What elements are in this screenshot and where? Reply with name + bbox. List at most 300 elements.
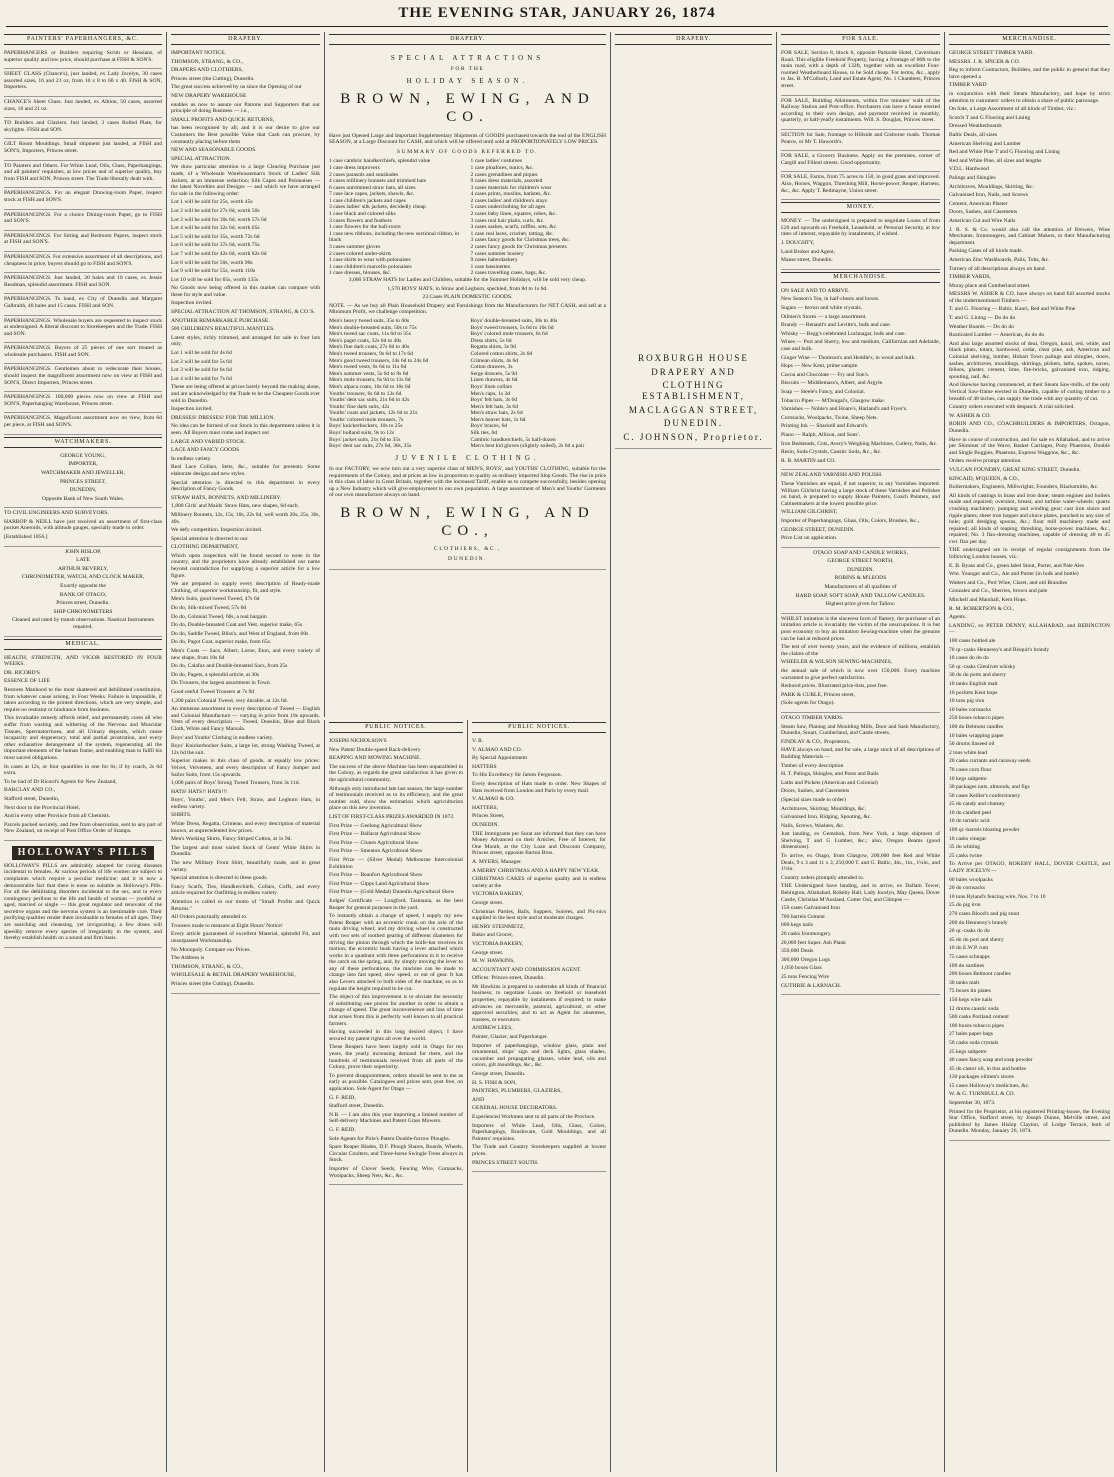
text-line: GEORGE STREET, DUNEDIN.	[781, 526, 855, 533]
classified-ad	[4, 316, 162, 344]
text-line: Just landing, ex Gemsbok, from New York, a large shipment of Shelving, T and G Lumber, &c.; also, Oregon Beams (good dimensions).	[781, 831, 940, 851]
text-line: Men's tweed trousers, 9s 6d to 17s 6d	[329, 350, 413, 357]
text-line: 50 drums linseed oil	[949, 741, 995, 748]
text-line: Men's best kid gloves (slightly soiled), 2s 6d a pair	[470, 443, 585, 450]
text-line: On Sale, a Large Assortment of all kinds of Timber, viz.:	[949, 106, 1076, 113]
text-line: 3 cases ladies' silk jackets, decidedly cheap	[329, 204, 426, 211]
text-line: 10 pockets Kent hops	[949, 689, 998, 696]
text-line: V. ALMAO & CO.	[472, 796, 515, 803]
text-line: 9 cases dress materials, assorted	[470, 178, 543, 185]
text-line: T. and G. Flooring — Baltic, Kauri, Red and White Pine	[949, 306, 1076, 313]
text-line: 10 do tartaric acid	[949, 818, 990, 825]
text-line: First Prize — (Gold Medal) Dunedin Agricultural Show	[329, 889, 455, 896]
classified-ad	[4, 118, 162, 139]
text-line: LACE AND FANCY GOODS	[171, 447, 240, 454]
text-line: Galvanised Iron, Ridging, Spouting, &c.	[781, 814, 872, 821]
text-line: Boys', Youths', and Men's Felt, Straw, and Leghorn Hats, in endless variety.	[171, 797, 320, 810]
text-line: 2 cases fancy goods for Christmas presents	[470, 244, 567, 251]
classified-ad	[4, 161, 162, 189]
text-line: CHRISTMAS CAKES of superior quality and in endless variety at the	[472, 876, 606, 889]
text-line: V. ALMAO AND CO.	[472, 746, 523, 753]
classified-ad	[4, 294, 162, 315]
text-line: 100 cases bottled ale	[949, 638, 996, 645]
text-line: Packing Cases of all kinds made.	[949, 248, 1023, 255]
domestic-goods: 23 Cases PLAIN DOMESTIC GOODS.	[422, 294, 513, 301]
text-line: 20,000 feet Super. Ash Plank	[781, 939, 846, 946]
text-line: 30 do do ports and sherry	[949, 672, 1007, 679]
text-line: Lot 3 will be sold for 30s 6d, worth 57s 6d	[171, 216, 267, 223]
summary-heading: SUMMARY OF GOODS REFERRED TO.	[396, 148, 539, 155]
text-line: Men's mole trousers, 6s 9d to 11s 6d	[329, 377, 411, 384]
text-line: Offices: Princes street, Dunedin.	[472, 975, 545, 982]
text-line: Inspection invited.	[171, 406, 213, 413]
text-line: 10 tons pig iron	[949, 698, 985, 705]
juvenile-text: In our FACTORY, we now turn out a very superior class of MEN'S, BOYS', and YOUTHS' CLOTHING, suitable for the requirements of the Colony, and at prices as low in proportion to quality as ordinary imported Slop Goods. The rise in price in this class of labor in Great Britain, together with the increased Tariff, enable us to compete successfully, besides opening up a New Industry which will give employment to our own population. A large assortment of Men's and Youths' Garments of our own manufacture always on hand.	[329, 466, 606, 499]
nz-varnish-ad	[781, 470, 940, 547]
text-line: 130 packages oilmen's stores	[949, 1074, 1014, 1081]
ad-text: PAPERHANGINGS. Gentlemen about to redecorate their houses, should inspect the magnificent assortment now on view at FISH and SON'S, Direct Importers, Princes street.	[4, 366, 162, 386]
text-line: George street.	[472, 899, 504, 906]
classified-ad	[4, 343, 162, 364]
text-line: GEORGE STREET NORTH,	[827, 558, 894, 565]
text-line: Men's Working Shirts, Fancy Striped Cotton, at 1s 9d.	[171, 836, 292, 843]
text-line: WHEELER & WILSON SEWING-MACHINES,	[781, 659, 893, 666]
text-line: 100 boxes tobacco pipes	[949, 1022, 1004, 1029]
text-line: 9 cases haberdashery	[470, 257, 518, 264]
classified-ad	[4, 97, 162, 118]
masthead	[0, 0, 1114, 28]
merchandise-ads	[949, 48, 1110, 1141]
text-line: Serge drawers, 5s 9d	[470, 370, 518, 377]
text-line: Having succeeded in this long desired object, I have secured my patent rights all over the world.	[329, 1029, 463, 1042]
text-line: A MERRY CHRISTMAS AND A HAPPY NEW YEAR.	[472, 867, 600, 874]
text-line: To prevent disappointment, orders should be sent to me as early as possible. Catalogues and prices sent, post free, on application. Sole Agent for Otago —	[329, 1072, 463, 1092]
text-line: First Prize — Clunes Agricultural Show	[329, 839, 419, 846]
text-line: ANOTHER REMARKABLE PURCHASE.	[171, 317, 270, 324]
text-line: 700 barrels Cement	[781, 913, 825, 920]
text-line: 1 case pinafores, tunics, &c.	[470, 164, 534, 171]
text-line: First Prize — Ballarat Agricultural Show	[329, 831, 421, 838]
text-line: 150 kegs wire nails	[949, 996, 993, 1003]
text-line: 1 case children's jackets and capes	[329, 197, 406, 204]
section-heading: PAINTERS' PAPERHANGERS, &C.	[4, 34, 162, 45]
text-line: 1 case cambric handkerchiefs, splendid value	[329, 158, 431, 165]
text-line: Men's Coats — Sacs, Albert, Lorne, Eton, and every variety of new shape, from 10s 6d	[171, 648, 320, 661]
paperhanger-ads	[4, 48, 162, 435]
classified-ad	[4, 231, 162, 252]
text-line: Tobacco Pipes — M'Dougal's, Glasgow make.	[781, 397, 886, 404]
text-line: Trousers made to measure at Eight Hours' Notice!	[171, 922, 283, 929]
text-line: J. DOUGHTY,	[781, 240, 815, 247]
ad-text: PAPERHANGINGS. Buyers of 25 pieces of one sort treated as wholesale purchasers. FISH and SON.	[4, 345, 162, 358]
text-line: JOHN HISLOP,	[64, 548, 102, 555]
text-line: Ginger Wine — Thomson's and Heddle's, in wood and bulk.	[781, 354, 916, 361]
text-line: Wm. Younger and Co., Ale and Porter (in bulk and bottle)	[949, 571, 1079, 578]
text-line: By Special Appointment	[472, 755, 528, 762]
text-line: To instantly obtain a change of speed, I supply my new Patent Reaper with an eccentric trunk on the axle of the main driving wheel; and my driving wheel is constructed with two sets of toothed gearing of different diameters for driving the pinion through which the knife-bar receives its motion; the eccentric bush having a lever attached which works in a quadrant with three perforations in it to receive the catch on the spring, and, by simply moving the lever to any of these perforations, the machine can be made to change into fast speed, slow speed, or out of gear. It has also Levers attached to both sides of the machine, so as to regulate the height required to be cut.	[329, 913, 463, 992]
text-line: SHIP CHRONOMETERS	[53, 608, 113, 615]
text-line: 1,200 pairs Colonial Tweed, very durable, at 12s 6d.	[171, 697, 288, 704]
column-6	[776, 32, 944, 1472]
text-line: First Prize — Smeaton Agricultural Show	[329, 848, 423, 855]
text-line: Spare Reaper Blades, D.F. Plough Shares, Boards, Wheels, Circular Coulters, and Three-horse Swingle Trees always in Stock.	[329, 1144, 463, 1164]
text-line: T. and G. Lining — Do do do	[949, 315, 1016, 322]
text-line: To Arrive per OTAGO, ROKEBY HALL, DOVER CASTLE, and LADY JOCELYN —	[949, 861, 1110, 875]
text-line: 250 boxes tobacco pipes	[949, 715, 1004, 722]
text-line: 7 cases summer hosiery	[470, 250, 524, 257]
text-line: We draw particular attention to a large Clearing Purchase just made, of a Wholesale Warehouseman's Stock of Ladies' Silk Jackets, at an immense reduction; Silk Capes and Polonaises — the latest Novelties and Designs — and which we have arranged for sale in the following order:	[171, 164, 320, 197]
text-line: Lot 3 will be sold for 6s 6d	[171, 367, 232, 374]
text-line: New Patent Double-speed Back-delivery	[329, 746, 421, 753]
text-line: ON SALE AND TO ARRIVE.	[781, 287, 850, 294]
text-line: N.B. — I am also this year importing a limited number of Self-delivery Machines and Patent Grass Mowers.	[329, 1111, 463, 1125]
text-line: Importer of paperhangings, window glass, plain and ornamental, ships' sign and deck lights, glass shades, cucumber and propagating glasses, white lead, oils and colors, gilt mouldings, &c., &c.	[472, 1042, 606, 1069]
juvenile-heading: JUVENILE CLOTHING.	[395, 453, 540, 462]
text-line: Dress shirts, 5s 6d	[470, 337, 512, 344]
text-line: 100 do Belmont candles	[949, 723, 1004, 730]
text-line: Boys' knickerbockers, 10s to 25s	[329, 423, 403, 430]
section-heading: DRAPERY.	[615, 34, 772, 45]
text-line: WILLIAM GILCHRIST,	[781, 509, 838, 516]
text-line: WHILST imitation is the sincerest form of flattery, the purchaser of an imitation article is invariably the victim of the unscrupulous. It is but poor economy to buy an imitation Sewing-machine when the genuine can be had at reduced prices.	[781, 615, 940, 642]
text-line: Watters and Co., Port Wine, Claret, and old Brandies	[949, 579, 1068, 586]
ad-text: FOR SALE, Section 8, block 6, opposite Parkside Hotel, Caversham Road. This eligible Freehold Property, having a frontage of 66ft to the main road, with a depth of 132ft, together with an excellent Four-roomed Weatherboard House, to be Sold cheap. For terms, &c., apply to Jas. B. M'Culloch, Land and Estate Agent, No. 1 Chambers, Princes street.	[781, 50, 940, 90]
text-line: PRINCES STREET,	[60, 478, 106, 485]
text-line: CLOTHING ESTABLISHMENT,	[642, 380, 745, 401]
text-line: Lot 1 will be sold for 4s 6d	[171, 350, 232, 357]
text-line: HATS! HATS!! HATS!!!	[171, 788, 227, 795]
text-line: 1 case new ribbons, including the new sectional ribbon, in black	[329, 230, 460, 244]
text-line: September 30, 1873.	[949, 1100, 996, 1107]
text-line: Scotch T and G Flooring and Lining	[949, 114, 1031, 121]
column-2	[166, 32, 324, 1472]
ad-text: PAPERHANGINGS. For a choice Dining-room Paper, go to FISH and SON'S.	[4, 211, 162, 225]
firm-name-footer: BROWN, EWING, AND CO.,	[340, 505, 595, 539]
clothiers: CLOTHIERS, &C.,	[434, 546, 501, 553]
text-line: 5 cases underclothing for all ages	[470, 204, 546, 211]
text-line: No Goods now being offered in this market can compare with these for style and value.	[171, 285, 320, 298]
text-line: 6 cases untrimmed straw hats, all sizes	[329, 184, 416, 191]
text-line: Boys' tweed trousers, 5s 6d to 10s 6d	[470, 324, 554, 331]
text-line: DRESSES! DRESSES! FOR THE MILLION.	[171, 414, 275, 421]
text-line: 1 case flowers for the ball-room	[329, 224, 401, 231]
classified-ad	[781, 96, 940, 130]
text-line: Varnishes — Noble's and Hoare's, Harland's and Fryer's.	[781, 406, 908, 413]
text-line: HATTERS,	[472, 804, 498, 811]
classified-ad	[4, 413, 162, 434]
classified-ad	[781, 172, 940, 200]
text-line: Reduced prices. Illustrated price-lists, post free.	[781, 683, 888, 690]
text-line: 150 cases Galvanised Iron	[781, 905, 840, 912]
masthead-title: THE EVENING STAR, JANUARY 26, 1874	[398, 5, 716, 21]
text-line: Regatta shirts, 3s 9d	[470, 344, 516, 351]
text-line: 10 bales cornsacks	[949, 706, 991, 713]
section-heading: DRAPERY.	[329, 34, 606, 45]
text-line: Although only introduced late last season, the large number of testimonials received as to its efficiency, and the great number sold, show the estimation which agriculturists place on this new invention.	[329, 785, 463, 812]
text-line: Oilmen's Stores — a large assortment.	[781, 313, 867, 320]
text-line: A. MYERS, Manager.	[472, 858, 522, 865]
section-heading: MERCHANDISE.	[949, 34, 1110, 45]
text-line: Youths' coats and jackets, 12s 6d to 21s	[329, 410, 418, 417]
sewing-machine-ad	[781, 614, 940, 713]
text-line: Youths' dent sac suits, 21s 6d to 42s	[329, 397, 410, 404]
text-line: The object of this improvement is to obviate the necessity of substituting one pinion for another in order to obtain a change of speed. The great inconvenience and loss of time that arises from this is perfectly well known to all practical farmers.	[329, 994, 463, 1027]
text-line: 15 cases Holloway's medicines, &c.	[949, 1082, 1030, 1089]
text-line: 1 case dresses, blouses, &c.	[329, 270, 391, 277]
text-line: Agents.	[949, 614, 967, 621]
text-line: Boys' colored mole trousers, 6s 6d	[470, 331, 548, 338]
text-line: TIMBER YARD	[949, 82, 987, 89]
text-line: ESSENCE OF LIFE	[4, 678, 50, 685]
text-line: Men's beaver hats, 1s 6d	[470, 416, 526, 423]
text-line: Nails, Screws, Washers, &c.	[781, 822, 845, 829]
text-line: ROBINS & M'LEODS	[834, 575, 887, 582]
text-line: Mitchell and Marshall, Kent Hops.	[949, 597, 1027, 604]
text-line: Experienced Workmen sent to all parts of the Province.	[472, 1113, 596, 1120]
column-5	[610, 32, 776, 1472]
text-line: DUNEDIN,	[69, 487, 97, 494]
text-line: Cornsacks, Woolpacks, Twine, Sheep Nets.	[781, 414, 878, 421]
text-line: The test of over twenty years, and the evidence of millions, establish the claims of the	[781, 644, 940, 657]
text-line: SHIRTS.	[171, 812, 192, 819]
text-line: And likewise having commenced, at their Steam Saw-mills, of the only Vertical Saw-frame erected in Dunedin, capable of cutting timber to a breadth of 48 inches, can supply the trade with any quantity of cut.	[949, 382, 1110, 402]
text-line: Men's alpaca coats, 16s 6d to 16s 6d	[329, 383, 411, 390]
text-line: BARCLAY AND CO.,	[4, 787, 56, 794]
text-line: These are being offered at prices barely beyond the making alone, and are acknowledged by the Trade to be the Cheapest Goods ever sold in Dunedin.	[171, 384, 320, 404]
text-line: No idea can be formed of our Stock in this department unless it is seen. All Buyers must come and inspect our	[171, 423, 320, 436]
text-line: LANDING, ex PETER DENNY, ALLAHABAD, and BEBINGTON —	[949, 622, 1110, 636]
text-line: Every description of Hats made to order. New Shapes of Hats received from London and Paris by every mail.	[472, 781, 606, 794]
text-line: MESSRS. J. R. SPICER & CO.	[949, 58, 1021, 65]
text-line: Men's straw hats, 2s 6d	[470, 410, 523, 417]
text-line: 4 cases prints, muslins, batistes, &c.	[470, 191, 552, 198]
text-line: WATCHMAKER AND JEWELLER,	[41, 469, 125, 476]
text-line: To be had of Dr Ricord's Agents for New Zealand,	[4, 778, 117, 785]
text-line: M. W. HAWKINS,	[472, 958, 515, 965]
text-line: Moray place and Cumberland street.	[949, 282, 1031, 289]
text-line: Every article guaranteed of excellent Material, splendid Fit, and unsurpassed Workmanship.	[171, 931, 320, 944]
ad-text: PAPERHANGINGS. Magnificent assortment now on view, from 6d per piece, at FISH and SON'S.	[4, 415, 162, 429]
text-line: Rusticated Lumber — American, do do do	[949, 332, 1045, 339]
text-line: Boys' holland suits, 9s to 12s	[329, 430, 395, 437]
goods-list-a	[329, 158, 465, 277]
text-line: Importers of White Lead, Oils, Glass, Colors, Paperhangings, Brushware, Gold Mouldings, and all Painters' requisites.	[472, 1122, 606, 1142]
john-hislop-ad	[4, 547, 162, 637]
text-line: E. B. Byass and Co., green label Stout, Porter, and Pale Ales	[949, 562, 1085, 569]
section-heading: PUBLIC NOTICES.	[329, 722, 463, 733]
text-line: MONEY. — The undersigned is prepared to negotiate Loans of from £20 and upwards on Freehold, Leasehold, or Personal Security, at low rates of interest, repayable by instalments, if wished.	[781, 218, 940, 238]
text-line: MACLAGGAN STREET,	[628, 404, 759, 415]
ad-text: FOR SALE, Farms, from 75 acres to 150, in good grass and improved. Also, Horses, Waggon, Threshing Mill, Horse-power, Reaper, Harness, &c., &c. Apply T. Redmayne, Union street.	[781, 174, 940, 194]
text-line: Iron Bedsteads, Cots, Avery's Weighing Machines, Cutlery, Nails, &c.	[781, 440, 938, 447]
text-line: Stafford street, Dunedin,	[4, 795, 60, 802]
text-line: Exactly opposite the	[60, 583, 106, 590]
text-line: Do do, Double-breasted Coat and Vest, superior make, 65s	[171, 622, 303, 629]
thomson-strang-ad	[171, 48, 320, 993]
text-line: 1 case real laces, crochet, tatting, &c.	[470, 230, 555, 237]
text-line: VICTORIA BAKERY,	[472, 891, 524, 898]
ad-text: PAPERHANGERS or Builders requiring Scrim or Hessians, of superior quality and low price, should purchase at FISH & SON'S.	[4, 50, 162, 63]
text-line: PARK & CURLE, Princes street,	[781, 691, 856, 698]
text-line: Linen drawers, 4s 6d	[470, 377, 518, 384]
text-line: Boys' double-breasted suits, 30s to 40s	[470, 317, 558, 324]
text-line: Manse street, Dunedin.	[781, 257, 833, 264]
text-line: 25 tons Fencing Wire	[781, 973, 829, 980]
text-line: 200 do Hennessy's brandy	[949, 919, 1008, 926]
text-line: Good useful Tweed Trousers at 7s 9d	[171, 688, 255, 695]
text-line: Cleaned and rated by transit observations. Nautical Instruments repaired.	[12, 617, 154, 630]
text-line: G. F. REID,	[329, 1094, 356, 1101]
text-line: KINCAID, M'QUEEN, & CO.,	[949, 475, 1020, 482]
text-line: Men's good tweed trousers, 14s 6d to 24s 6d	[329, 357, 429, 364]
ad-text: PAPERHANGINGS. Wholesale buyers are requested to inspect stock at undersigned. A liberal discount to Storekeepers and the Trade. FISH and SON.	[4, 317, 162, 337]
text-line: Special attention is directed to these goods.	[171, 875, 268, 882]
text-line: Manufacturers of all qualities of	[824, 584, 897, 591]
text-line: NEW AND SEASONABLE GOODS.	[171, 147, 257, 154]
text-line: Men's felt hats, 3s 6d	[470, 403, 518, 410]
text-line: in conjunction with their Steam Manufactory, and hope by strict attention to customers' orders to obtain a share of public patronage.	[949, 91, 1110, 104]
section-heading: PUBLIC NOTICES.	[472, 722, 606, 733]
column-3-lower	[324, 720, 467, 1472]
classified-ad	[4, 252, 162, 273]
text-line: BANK OF OTAGO,	[59, 591, 107, 598]
text-line: 300,000 Oregon Logs	[781, 956, 830, 963]
text-line: H. T. Palings, Shingles, and Posts and Rails	[781, 771, 879, 778]
text-line: Princes street (the Cutting), Dunedin.	[171, 980, 255, 987]
text-line: 45 do castor oil, in tins and bottles	[949, 1065, 1027, 1072]
text-line: The success of the above Machine has been unparalleled in the Colony, as regards the great satisfaction it has given to the agricultural community.	[329, 763, 463, 784]
text-line: VULCAN FOUNDRY, GREAT KING STREET, Dunedin.	[949, 466, 1081, 473]
text-line: Lot 4 will be sold for 32s 6d, worth 65s	[171, 225, 260, 232]
text-line: C. JOHNSON, Proprietor.	[623, 431, 764, 442]
text-line: Hops — New Kent, prime sample.	[781, 363, 859, 370]
text-line: 30 tanks malt	[949, 979, 980, 986]
text-line: Princes street (the Cutting), Dunedin.	[171, 75, 255, 82]
text-line: TO CIVIL ENGINEERS AND SURVEYORS.	[4, 510, 109, 517]
ad-text: PAPERHANGINGS. For an elegant Drawing-room Paper, inspect stock at FISH and SON'S.	[4, 190, 162, 203]
text-line: FINDLAY & CO., Proprietors,	[781, 738, 851, 745]
text-line: Which upon inspection will be found second to none in the country, and the proprietors have already established our name beyond contradiction for supplying a superior article for a low figure.	[171, 552, 320, 579]
text-line: 3 cases real hair plaits, curls, &c.	[470, 217, 545, 224]
ad-text: TO Painters and Others. For White Lead, Oils, Glass, Paperhangings, and all painters' requisites, at low prices and of superior quality, buy from FISH and SON, Princes street. The Trade liberally dealt with.	[4, 162, 162, 182]
classified-ad	[4, 364, 162, 392]
text-line: Galvanised Iron, Nails, and Screws	[949, 192, 1028, 199]
text-line: STRAW HATS, BONNETS, AND MILLINERY.	[171, 494, 282, 501]
text-line: 25 do candy and chutney	[949, 801, 1005, 808]
text-line: Brandy — Renault's and Levitte's, bulk and case.	[781, 322, 891, 329]
text-line: 4 cases millinery bonnets and trimmed hats	[329, 178, 426, 185]
text-line: 2 cases parasols and sunshades	[329, 171, 399, 178]
text-line: To His Excellency Sir James Fergusson.	[472, 772, 562, 779]
text-line: Men's tweed sac coats, 11s 6d to 35s	[329, 331, 411, 338]
text-line: 40 cases fancy soap and soap powder	[949, 1057, 1033, 1064]
text-line: 25 kegs saltpetre	[949, 1048, 987, 1055]
classified-ad	[4, 188, 162, 209]
text-line: ACCOUNTANT AND COMMISSION AGENT.	[472, 966, 582, 973]
text-line: First Prize — Geelong Agricultural Show	[329, 822, 423, 829]
text-line: LIST OF FIRST-CLASS PRIZES AWARDED IN 1872.	[329, 814, 455, 821]
text-line: Painter, Glazier, and Paperhanger.	[472, 1034, 548, 1041]
text-line: Lot 2 will be sold for 27s 6d, worth 50s	[171, 207, 260, 214]
section-heading: DRAPERY.	[171, 34, 320, 45]
text-line: Men's double-breasted suits, 50s to 75s	[329, 324, 417, 331]
text-line: Highest price given for Tallow.	[825, 601, 896, 608]
text-line: ARTHUR BEVERLY,	[58, 565, 108, 572]
text-line: Youths' trousers, 6s 6d to 13s 6d	[329, 390, 402, 397]
text-line: enables us now to assure our Patrons and Supporters that our principle of doing Business — i.e.,	[171, 101, 320, 115]
text-line: Men's caps, 1s 3d	[470, 390, 511, 397]
section-heading: MEDICAL.	[4, 639, 162, 650]
text-line: Boys' Knickerbocker Suits, a large lot, strong Washing Tweed, at 12s 6d the suit.	[171, 743, 320, 756]
classified-ad	[4, 139, 162, 160]
text-line: THE Undersigned have landing, and to arrive, ex Dallam Tower, Bebington, Allahabad, Rokeby Hall, Lady Jocelyn, May Queen, Dover Castle, Christian M'Ausland, Cutter Oul, and Glimpse —	[781, 883, 940, 903]
holloway-banner	[4, 843, 162, 863]
text-line: 2 cases grenadines and piques	[470, 171, 538, 178]
text-line: Architraves, Mouldings, Skirting, &c.	[949, 183, 1034, 190]
text-line: 3 cases summer gloves	[329, 244, 381, 251]
text-line: First Prize — (Silver Medal) Melbourne Intercolonial Exhibition	[329, 856, 463, 870]
text-line: R. M. ROBERTSON & CO.,	[949, 605, 1014, 612]
text-line: George street, Dunedin.	[472, 1071, 526, 1078]
text-line: 10 casks vinegar	[949, 835, 987, 842]
nicholson-reaper-ad	[329, 736, 463, 1185]
text-line: 10 do E.W.P. rum	[949, 945, 989, 952]
text-line: Do do, Calafax and Double-breasted Sacs, from 25s	[171, 663, 288, 670]
ad-text: GILT Room Mouldings. Small shipment just landed, at FISH and SON'S, Importers, Princes street.	[4, 141, 162, 155]
ad-text: PAPERHANGINGS. For Sitting and Bedroom Papers, inspect stock at FISH and SON'S.	[4, 232, 162, 246]
text-line: 600 kegs nails	[781, 922, 814, 929]
text-line: 200 boxes Belmont candles	[949, 971, 1011, 978]
text-line: Latest styles, richly trimmed, and arranged for sale in four lots only.	[171, 334, 320, 348]
text-line: Lot 6 will be sold for 37s 6d, worth 75s	[171, 242, 260, 249]
ricord-essence-ad	[4, 653, 162, 841]
text-line: Lot 9 will be sold for 55s, worth 110s	[171, 268, 256, 275]
text-line: Steam Saw, Planing and Moulding Mills, Door and Sash Manufactory, Dunedin, Stuart, Cumberland, and Castle streets.	[781, 723, 940, 737]
george-young-ad	[4, 451, 162, 509]
text-line: 500 casks Portland cement	[949, 1014, 1009, 1021]
text-line: To arrive, ex Otago, from Glasgow, 200,000 feet Red and White Deals, 9 x 3 and 11 x 3; 250,000 T. and G. Baltic, 4in., 1in., 1¼in., and 1½in.	[781, 853, 940, 873]
text-line: 1,800 Girls' and Maids' Straw Hats, new shapes, 6d each.	[171, 503, 300, 510]
text-line: GEORGE STREET TIMBER YARD.	[949, 50, 1034, 57]
text-line: 50 casks soda crystals	[949, 1039, 999, 1046]
text-line: These Reapers have been largely sold in Otago for ten years, the yearly increasing demand for them, and the hundreds of testimonials received from all parts of the Colony, prove their superiority.	[329, 1044, 463, 1071]
text-line: 75 cases schnapps	[949, 953, 990, 960]
text-line: An immense assortment in every description of Tweed — English and Colonial Manufacture — varying in price from 10s upwards. Vests of every description — Tweed, Doeskin, Blue and Black Cloth, White and Fancy Marsala.	[171, 706, 320, 732]
text-line: Parcels packed securely, and free from observation, sent to any part of New Zealand, on receipt of Post Office Order of Stamps.	[4, 821, 162, 835]
text-line: Boys' dent sac suits, 27s 6d, 30s, 35s	[329, 443, 412, 450]
straw-hats: 3,000 STRAW HATS for Ladies and Children, suitable for the Summer Holidays, will be sold very cheap.	[348, 277, 587, 284]
text-line: Fancy Scarfs, Ties, Handkerchiefs, Collars, Cuffs, and every article required for Outfitting in endless variety.	[171, 883, 320, 897]
text-line: 35 do whiting	[949, 844, 981, 851]
ad-text: SECTION for Sale, frontage to Hillside and Gisborne roads. Thomas Pearce, or Mr T. Haworth's.	[781, 132, 940, 145]
text-line: Doors, Sashes, and Casements	[949, 209, 1018, 216]
dunedin-label: DUNEDIN.	[448, 556, 487, 563]
holloway-title: HOLLOWAY'S PILLS	[12, 846, 155, 860]
text-line: Special attention is directed to this department in every description of Fancy Goods.	[171, 479, 320, 493]
text-line: No Monopoly. Compare our Prices.	[171, 946, 251, 953]
text-line: Boys' felt hats, 3s 6d	[470, 397, 518, 404]
text-line: 1,000 pairs of Boys' Strong Tweed Trousers, from 3s 11d.	[171, 780, 300, 787]
text-line: Opposite Bank of New South Wales.	[41, 495, 125, 502]
text-line: 10 kegs saltpetre	[949, 775, 987, 782]
text-line: Have in course of construction, and for sale ex Allahabad, and to arrive per Shimmer of the Wave, Basket Carriages, Pony Phaetons, Double and Single Buggies, Phaetons, Express Waggons, &c., &c.	[949, 436, 1110, 456]
text-line: 75 boxes tin plates	[949, 988, 991, 995]
text-line: Do do, Colonial Tweed, 60s, a real bargain	[171, 613, 267, 620]
civil-engineers-ad	[4, 508, 162, 546]
text-line: Men's fine dark coats, 27s 6d to 40s	[329, 344, 410, 351]
text-line: 3 cases fancy goods for Christmas trees, &c.	[470, 237, 571, 244]
text-line: 10 cases do do do	[949, 655, 989, 662]
